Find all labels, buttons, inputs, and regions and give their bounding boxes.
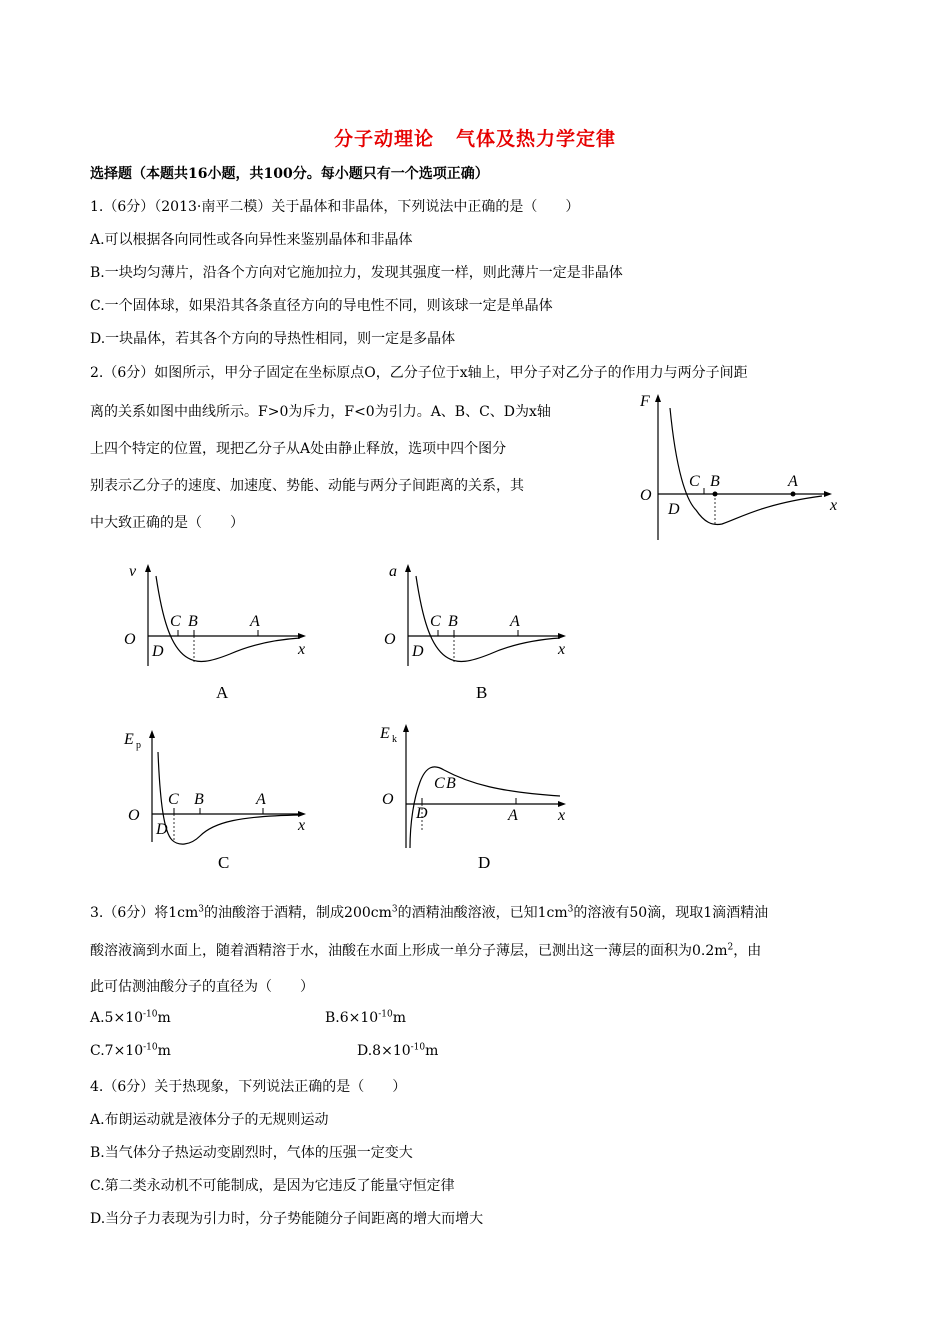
fig-d-origin-label: O: [382, 791, 394, 808]
q3-option-d: [357, 1043, 438, 1059]
fig-b-label-d: D: [412, 643, 424, 660]
main-curve: [670, 408, 822, 524]
option-b-figure: [380, 558, 580, 708]
q1-option-d: D.一块晶体，若其各个方向的导热性相同，则一定是多晶体: [90, 331, 456, 347]
main-point-b: [713, 492, 718, 497]
q3-d-unit: m: [425, 1043, 439, 1059]
q3-d-base: D.8×10: [357, 1043, 411, 1059]
fig-a-y-arrow: [145, 564, 151, 572]
fig-a-label-b: B: [188, 613, 198, 630]
main-label-a: A: [788, 473, 798, 490]
q3-c-exp: -10: [143, 1042, 158, 1053]
q3-c-unit: m: [157, 1043, 171, 1059]
option-a-figure: [120, 558, 320, 708]
fig-a-label-c: C: [170, 613, 181, 630]
fig-a-caption: A: [216, 683, 229, 702]
q3-a-base: A.5×10: [90, 1010, 144, 1026]
title-part-2: 气体及热力学定律: [456, 128, 617, 150]
fig-a-label-d: D: [152, 643, 164, 660]
main-label-b: B: [710, 473, 720, 490]
fig-c-label-b: B: [194, 791, 204, 808]
q3-line-3: 此可估测油酸分子的直径为（ ）: [90, 979, 314, 995]
q3-option-b: [325, 1010, 406, 1026]
fig-d-label-d: D: [416, 805, 428, 822]
fig-a-label-a: A: [250, 613, 260, 630]
main-x-label: x: [830, 497, 838, 514]
q3-line-2: [90, 940, 761, 960]
main-y-arrow: [655, 394, 661, 402]
fig-a-x-label: x: [298, 641, 306, 658]
fig-d-label-b: B: [446, 775, 456, 792]
fig-c-curve: [158, 752, 300, 844]
fig-b-y-arrow: [405, 564, 411, 572]
q3-sup-4: 2: [727, 942, 734, 953]
q3-sup-2: 3: [391, 904, 398, 915]
q3-b-exp: -10: [378, 1009, 393, 1020]
fig-b-x-label: x: [558, 641, 566, 658]
q2-line-5: 中大致正确的是（ ）: [90, 515, 244, 531]
q3-option-c: [90, 1043, 171, 1059]
q1-option-c: C.一个固体球，如果沿其各条直径方向的导电性不同，则该球一定是单晶体: [90, 298, 553, 314]
q3-sup-1: 3: [198, 904, 205, 915]
fig-c-caption: C: [218, 853, 230, 872]
fig-d-caption: D: [478, 853, 491, 872]
q3-text-1c: 的酒精油酸溶液，已知1cm: [397, 905, 568, 921]
fig-b-origin-label: O: [384, 631, 396, 648]
main-label-d: D: [668, 501, 680, 518]
q2-line-3: 上四个特定的位置，现把乙分子从A处由静止释放，选项中四个图分: [90, 441, 507, 457]
option-c-figure: [120, 722, 320, 877]
q4-option-d: D.当分子力表现为引力时，分子势能随分子间距离的增大而增大: [90, 1211, 484, 1227]
q2-line-4: 别表示乙分子的速度、加速度、势能、动能与两分子间距离的关系，其: [90, 478, 524, 494]
section-header: 选择题（本题共16小题，共100分。每小题只有一个选项正确）: [90, 166, 489, 182]
page-title: [0, 124, 950, 151]
q3-text-1b: 的油酸溶于酒精，制成200cm: [204, 905, 392, 921]
q1-option-a: A.可以根据各向同性或各向异性来鉴别晶体和非晶体: [90, 232, 413, 248]
fig-d-y-arrow: [403, 724, 409, 732]
q3-text-2b: ，由: [733, 943, 762, 959]
fig-d-curve: [410, 767, 560, 848]
q3-b-base: B.6×10: [325, 1010, 379, 1026]
q4-option-a: A.布朗运动就是液体分子的无规则运动: [90, 1112, 329, 1128]
main-y-label: F: [640, 393, 650, 410]
q1-option-b: B.一块均匀薄片，沿各个方向对它施加拉力，发现其强度一样，则此薄片一定是非晶体: [90, 265, 623, 281]
fig-c-label-c: C: [168, 791, 179, 808]
q2-line-1: 2.（6分）如图所示，甲分子固定在坐标原点O，乙分子位于x轴上，甲分子对乙分子的作用力与两分子间距: [90, 365, 748, 381]
fig-a-origin-label: O: [124, 631, 136, 648]
fig-d-y-label: E: [380, 725, 390, 742]
fig-b-y-label: a: [389, 563, 397, 580]
q4-stem: 4.（6分）关于热现象，下列说法正确的是（ ）: [90, 1079, 407, 1095]
fig-c-label-a: A: [256, 791, 266, 808]
fig-c-y-arrow: [149, 730, 155, 738]
fig-c-x-label: x: [298, 817, 306, 834]
fig-b-label-a: A: [510, 613, 520, 630]
q3-text-1a: 3.（6分）将1cm: [90, 905, 199, 921]
q4-option-b: B.当气体分子热运动变剧烈时，气体的压强一定变大: [90, 1145, 413, 1161]
fig-d-label-a: A: [508, 807, 518, 824]
fig-d-x-label: x: [558, 807, 566, 824]
main-origin-label: O: [640, 487, 652, 504]
fig-c-label-d: D: [156, 821, 168, 838]
fig-b-label-c: C: [430, 613, 441, 630]
fig-b-label-b: B: [448, 613, 458, 630]
q3-sup-3: 3: [567, 904, 574, 915]
q3-line-1: [90, 902, 768, 922]
q1-stem: 1.（6分）（2013·南平二模）关于晶体和非晶体，下列说法中正确的是（ ）: [90, 199, 580, 215]
title-part-1: 分子动理论: [333, 128, 434, 150]
fig-c-y-sub: p: [136, 740, 141, 751]
fig-c-origin-label: O: [128, 807, 140, 824]
q4-option-c: C.第二类永动机不可能制成，是因为它违反了能量守恒定律: [90, 1178, 455, 1194]
q3-a-unit: m: [157, 1010, 171, 1026]
option-d-figure: [380, 712, 580, 877]
q3-text-1d: 的溶液有50滴，现取1滴酒精油: [573, 905, 769, 921]
q3-b-unit: m: [392, 1010, 406, 1026]
q2-line-2: 离的关系如图中曲线所示。F>0为斥力，F<0为引力。A、B、C、D为x轴: [90, 404, 551, 420]
main-point-a: [791, 492, 796, 497]
fig-d-label-c: C: [434, 775, 445, 792]
fig-a-y-label: v: [129, 563, 137, 580]
q3-a-exp: -10: [143, 1009, 158, 1020]
main-label-c: C: [689, 473, 700, 490]
q3-option-a: [90, 1010, 171, 1026]
q3-text-2a: 酸溶液滴到水面上，随着酒精溶于水，油酸在水面上形成一单分子薄层，已测出这一薄层的面积为0.2m: [90, 943, 728, 959]
force-distance-figure: [632, 390, 842, 545]
fig-c-y-label: E: [124, 731, 134, 748]
q3-d-exp: -10: [410, 1042, 426, 1053]
fig-b-caption: B: [476, 683, 488, 702]
q3-c-base: C.7×10: [90, 1043, 144, 1059]
fig-d-y-sub: k: [392, 734, 397, 745]
